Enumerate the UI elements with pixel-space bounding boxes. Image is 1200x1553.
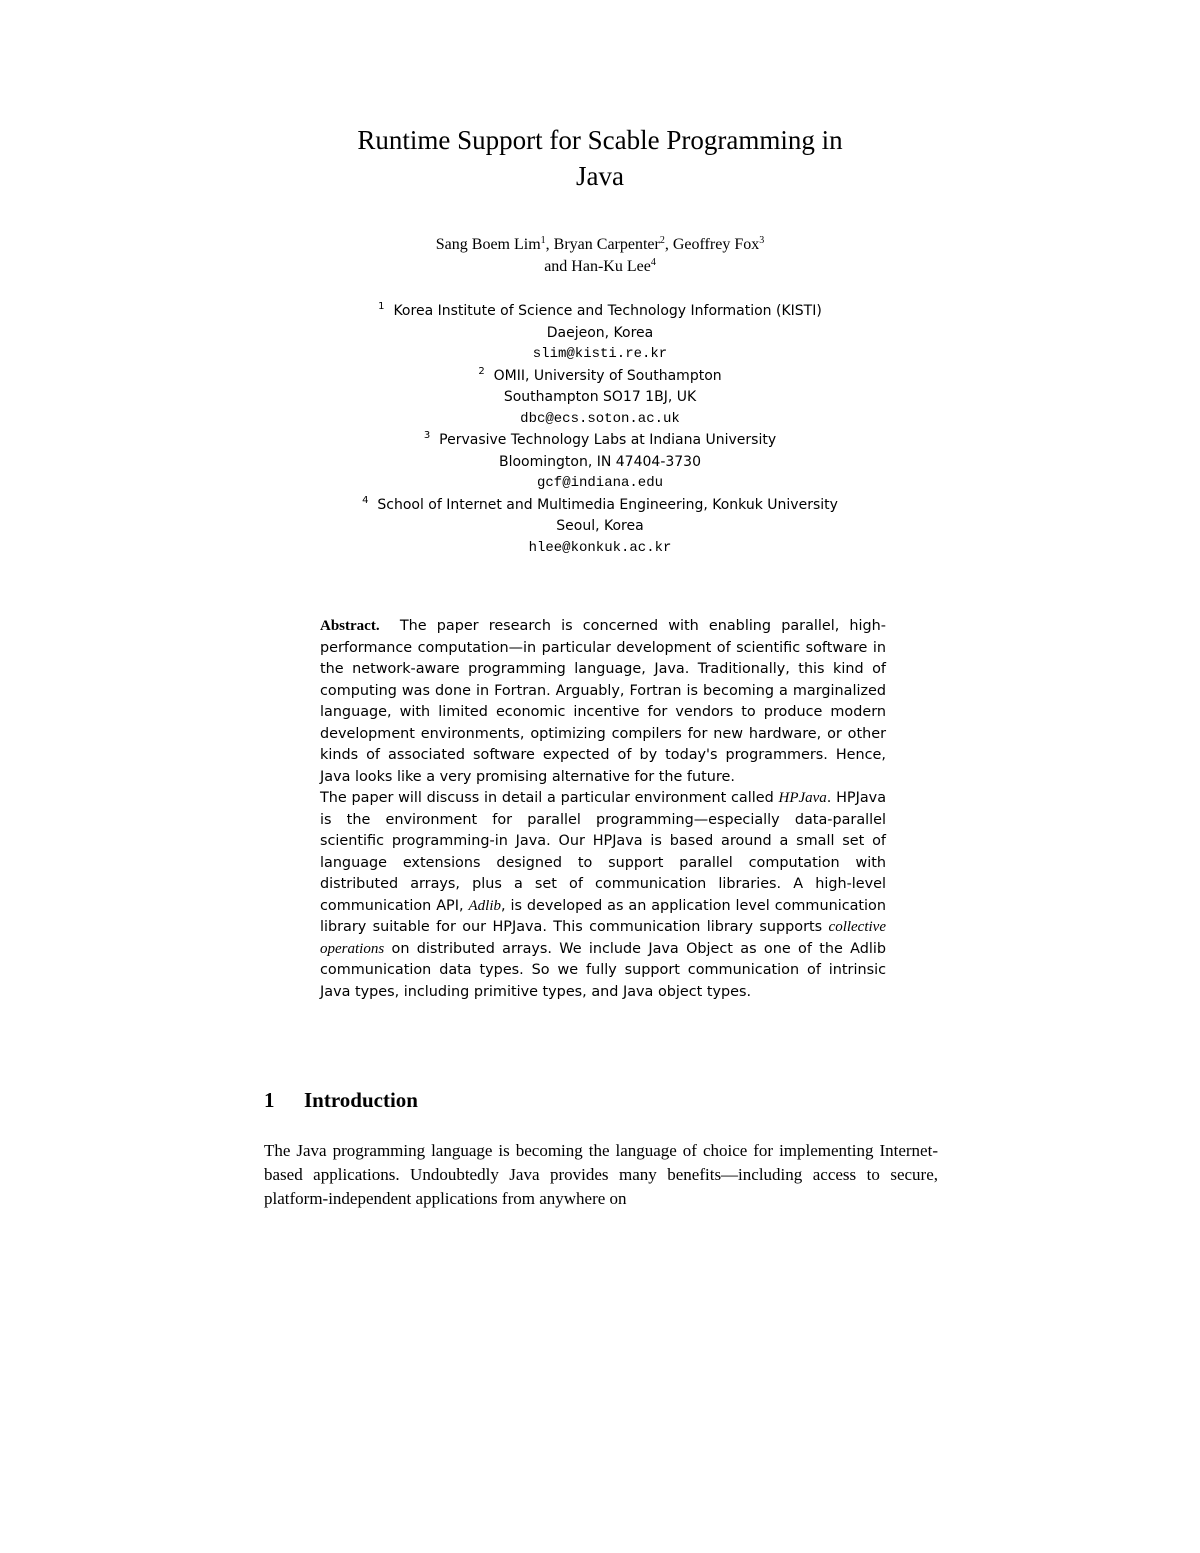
- section-body: [264, 1139, 938, 1211]
- emphasis-adlib: Adlib: [468, 897, 501, 914]
- author-affil-mark: 2: [659, 235, 665, 246]
- affiliation-place: Seoul, Korea: [556, 518, 644, 534]
- abstract-label: Abstract.: [320, 618, 380, 634]
- affiliation-org: $^3$ Pervasive Technology Labs at Indiana University: [423, 430, 777, 448]
- affiliation-org: $^2$ OMII, University of Southampton: [478, 365, 722, 384]
- emphasis-collective-operations: collective operations: [320, 919, 886, 957]
- author-line-1: Sang Boem Lim$^1$, Bryan Carpenter$^2$, Geoffrey Fox$^3$: [435, 235, 765, 253]
- affiliation-place: Southampton SO17 1BJ, UK: [503, 389, 697, 405]
- affiliation-email: gcf@indiana.edu: [536, 475, 664, 491]
- title-line-2: Java: [576, 161, 624, 191]
- intro-paragraph: The Java programming language is becoming the language of choice for implementing Internet-based applications. Undoubtedly Java provides many benefits—including access to secure, platform-independent applications from anywhere on: [264, 1141, 938, 1208]
- affiliation-place: Bloomington, IN 47404-3730: [498, 453, 701, 470]
- author-affil-mark: 3: [759, 235, 765, 246]
- author-name: and Han-Ku Lee: [544, 258, 651, 275]
- affiliation-org: $^4$ School of Internet and Multimedia Engineering, Konkuk University: [362, 494, 838, 513]
- emphasis-hpjava: HPJava: [778, 790, 827, 806]
- author-name: Sang Boem Lim: [435, 236, 541, 253]
- affiliation-org: $^1$ Korea Institute of Science and Technology Information (KISTI): [378, 301, 822, 319]
- abstract: [320, 616, 886, 1003]
- section-number: 1: [264, 1088, 275, 1112]
- paper-title: [200, 122, 1000, 194]
- section-title: Introduction: [304, 1088, 418, 1112]
- affiliation-email: hlee@konkuk.ac.kr: [528, 539, 672, 556]
- author-affil-mark: 4: [650, 257, 656, 268]
- author-name: Bryan Carpenter: [553, 236, 660, 253]
- affiliation-email: slim@kisti.re.kr: [532, 346, 668, 362]
- author-name: Geoffrey Fox: [672, 236, 760, 253]
- author-affil-mark: 1: [540, 235, 546, 246]
- abstract-paragraph-1: Abstract. The paper research is concerned with enabling parallel, high-performance computation—in particular development of scientific software in the network-aware programming language, Java. Traditionally, this kind of computing was done in Fortran. Arguably, Fortran is becoming a marginalized language, with limited economic incentive for vendors to produce modern development environments, optimizing compilers for new hardware, or other kinds of associated software expected of by today's programmers. Hence, Java looks like a very promising alternative for the future.: [320, 618, 887, 785]
- affiliation-email: dbc@ecs.soton.ac.uk: [520, 410, 680, 427]
- author-list: [200, 234, 1000, 278]
- section-heading: [264, 1086, 418, 1114]
- abstract-paragraph-2: The paper will discuss in detail a particular environment called HPJava. HPJava is the environment for parallel programming—especially data-parallel scientific programming-in Java. Our HPJava is based around a small set of language extensions designed to support parallel computation with distributed arrays, plus a set of communication libraries. A high-level communication API, Adlib, is developed as an application level communication library suitable for our HPJava. This communication library supports collective operations on distributed arrays. We include Java Object as one of the Adlib communication data types. So we fully support communication of intrinsic Java types, including primitive types, and Java object types.: [320, 790, 887, 1000]
- author-line-2: [200, 256, 1000, 278]
- affiliation-place: Daejeon, Korea: [546, 324, 654, 341]
- affiliation-list: [200, 301, 1000, 559]
- title-line-1: Runtime Support for Scable Programming in: [357, 125, 843, 155]
